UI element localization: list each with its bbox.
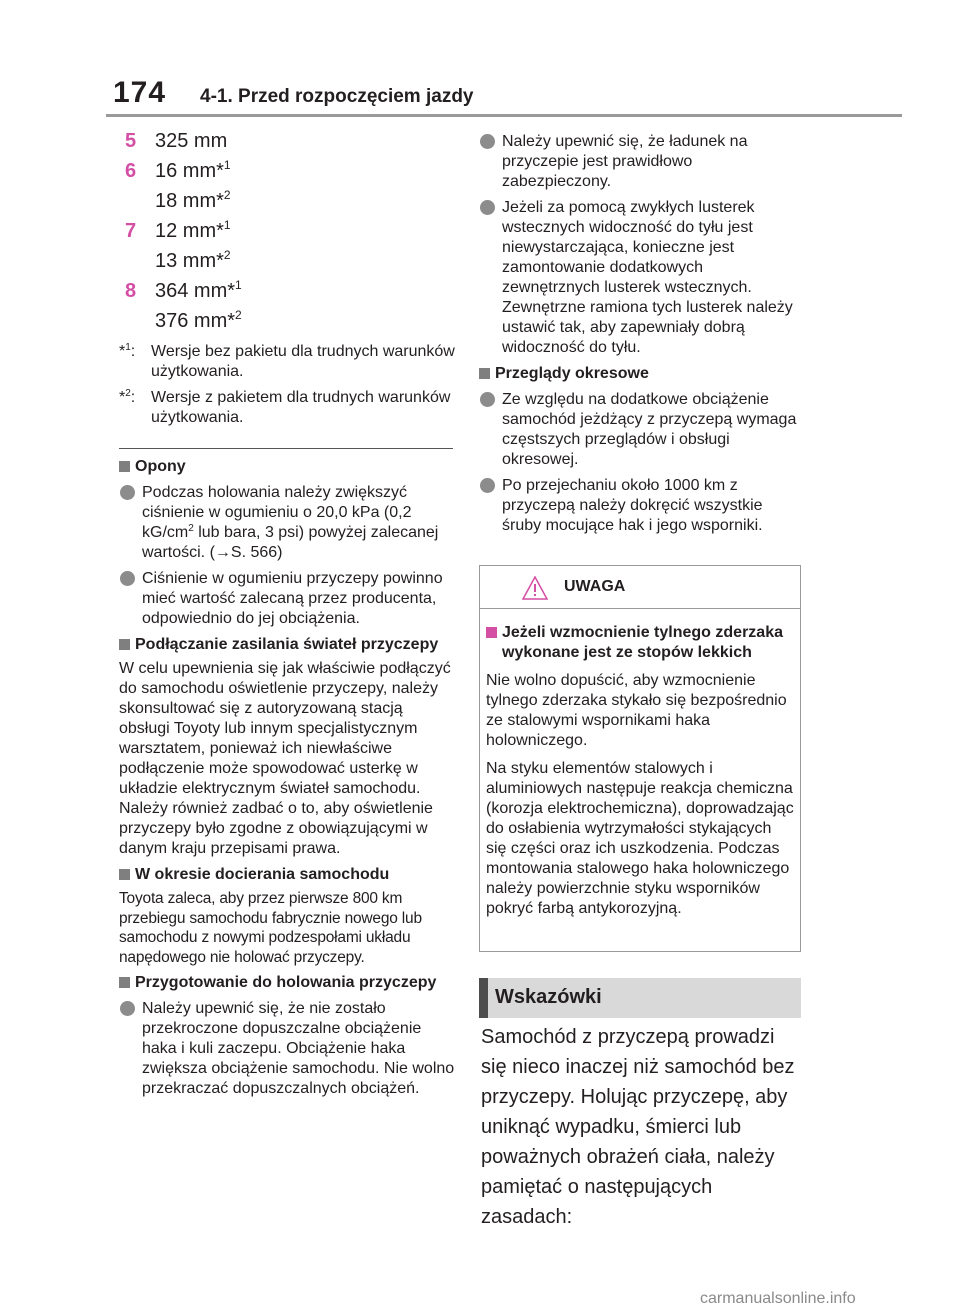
heading-text: Opony (135, 458, 186, 475)
spec-value: 376 mm* (155, 310, 236, 332)
spec-line (119, 126, 455, 156)
bullet-text: Należy upewnić się, że nie zostało przekroczone dopuszczalne obciążenie haka i kuli zaczepu. Obciążenie haka zwiększa obciążenie samochodu. Nie wolno przekraczać dopuszczalnych obciążeń. (142, 1000, 455, 1097)
spec-line (119, 186, 455, 216)
square-bullet-icon (119, 639, 130, 650)
bullet-text: Ze względu na dodatkowe obciążenie samochód jeżdżący z przyczepą wymaga częstszych przeglądów i obsługi okresowej. (502, 391, 797, 468)
warning-box (479, 565, 801, 952)
circle-bullet-icon (480, 478, 495, 493)
bullet-item (119, 999, 455, 1099)
bullet-text: lub bara, 3 psi) powyżej zalecanej wartości. (→S. 566) (142, 524, 439, 561)
spec-number: 5 (125, 130, 137, 152)
square-bullet-icon (119, 977, 130, 988)
page-header (0, 0, 960, 120)
spec-value: 13 mm* (155, 250, 224, 272)
footnote-mark (119, 388, 135, 408)
circle-bullet-icon (480, 392, 495, 407)
bullet-item (119, 483, 455, 563)
spec-line (119, 276, 455, 306)
footnote-text: Wersje z pakietem dla trudnych warunków użytkowania. (151, 389, 451, 426)
footnote-mark (119, 342, 135, 362)
spec-number: 8 (125, 280, 137, 302)
section-heading (119, 635, 455, 655)
heading-text: Jeżeli wzmocnienie tylnego zderzaka wykonane jest ze stopów lekkich (502, 624, 783, 661)
circle-bullet-icon (120, 571, 135, 586)
spec-footnote-ref: 2 (235, 308, 242, 322)
square-bullet-icon (479, 368, 490, 379)
tips-text: Samochód z przyczepą prowadzi się nieco inaczej niż samochód bez przyczepy. Holując przyczepę, aby uniknąć wypadku, śmierci lub poważnych obrażeń ciała, należy pamiętać o następujących zasadach: (481, 1026, 795, 1228)
spec-footnote-ref: 2 (223, 188, 231, 202)
bullet-text: Ciśnienie w ogumieniu przyczepy powinno mieć wartość zalecaną przez producenta, odpowiednio do jej obciążenia. (142, 570, 443, 627)
spec-line (119, 246, 455, 276)
spec-value: 16 mm* (155, 160, 224, 182)
warning-paragraph: Nie wolno dopuścić, aby wzmocnienie tylnego zderzaka stykało się bezpośrednio ze stalowymi wspornikami haka holowniczego. (486, 672, 787, 749)
spec-line (119, 306, 455, 336)
section-divider (119, 448, 453, 449)
warning-header (480, 566, 800, 609)
warning-triangle-icon (522, 576, 548, 600)
bullet-item (479, 390, 805, 470)
footnote (119, 342, 455, 382)
footnote-colon: : (130, 343, 136, 360)
bullet-item (119, 569, 455, 629)
warning-heading (486, 623, 794, 663)
warning-title: UWAGA (564, 578, 626, 595)
bullet-item (479, 132, 805, 192)
circle-bullet-icon (480, 200, 495, 215)
spec-list (119, 126, 455, 336)
tips-header (479, 978, 801, 1018)
bullet-text: Jeżeli za pomocą zwykłych lusterek wstecznych widoczność do tyłu jest niewystarczająca, konieczne jest zamontowanie dodatkowych zewnętrznych lusterek wstecznych. Zewnętrzne ramiona tych lusterek należy ustawić tak, aby zapewniały dobrą widoczność do tyłu. (502, 199, 793, 356)
paragraph: Toyota zaleca, aby przez pierwsze 800 km przebiegu samochodu fabrycznie nowego lub samochodu z nowymi podzespołami układu napędowego nie holować przyczepy. (119, 890, 422, 966)
left-column (119, 126, 455, 1099)
spec-footnote-ref: 1 (223, 158, 231, 172)
section-heading (119, 973, 455, 993)
footnote-colon: : (130, 389, 136, 406)
square-bullet-icon (486, 627, 497, 638)
paragraph: W celu upewnienia się jak właściwie podłączyć do samochodu oświetlenie przyczepy, należy skonsultować się z autoryzowaną stacją obsługi Toyoty lub innym specjalistycznym warsztatem, ponieważ ich niewłaściwe podłączenie może spowodować usterkę w układzie elektrycznym świateł samochodu. Należy również zadbać o to, aby oświetlenie przyczepy było zgodne z obowiązującymi w danym kraju przepisami prawa. (119, 660, 451, 857)
section-heading (119, 457, 455, 477)
footnote-asterisk: * (119, 343, 126, 360)
spec-line (119, 216, 455, 246)
circle-bullet-icon (120, 1001, 135, 1016)
superscript: 2 (188, 523, 194, 534)
heading-text: Podłączanie zasilania świateł przyczepy (135, 636, 439, 653)
tips-accent-bar (479, 978, 488, 1018)
bullet-text: Podczas holowania należy zwiększyć ciśnienie w ogumieniu o 20,0 kPa (0,2 kG/cm (142, 484, 412, 541)
section-heading (479, 364, 805, 384)
footnote-number: 1 (125, 342, 131, 353)
tips-title: Wskazówki (495, 986, 602, 1008)
spec-line (119, 156, 455, 186)
heading-text: Przeglądy okresowe (495, 365, 649, 382)
header-rule (106, 114, 902, 117)
bullet-text: Po przejechaniu około 1000 km z przyczepą należy dokręcić wszystkie śruby mocujące hak i jego wsporniki. (502, 477, 763, 534)
footnote-number: 2 (125, 388, 131, 399)
warning-paragraph: Na styku elementów stalowych i aluminiowych następuje reakcja chemiczna (korozja elektrochemiczna), doprowadzając do osłabienia wytrzymałości stykających się części oraz ich uszkodzenia. Podczas montowania stalowego haka holowniczego należy powierzchnie styku wsporników pokryć farbą antykorozyjną. (486, 760, 794, 917)
square-bullet-icon (119, 869, 130, 880)
spec-value: 325 mm (155, 130, 228, 152)
spec-number: 6 (125, 160, 137, 182)
footnote (119, 388, 455, 428)
spec-footnote-ref: 2 (223, 248, 231, 262)
square-bullet-icon (119, 461, 130, 472)
spec-value: 12 mm* (155, 220, 224, 242)
bullet-text: Należy upewnić się, że ładunek na przyczepie jest prawidłowo zabezpieczony. (502, 133, 748, 190)
bullet-item (479, 476, 805, 536)
page-number: 174 (113, 76, 167, 109)
footnote-text: Wersje bez pakietu dla trudnych warunków użytkowania. (151, 343, 455, 380)
heading-text: Przygotowanie do holowania przyczepy (135, 974, 437, 991)
warning-body (480, 609, 800, 919)
spec-number: 7 (125, 220, 137, 242)
section-title: 4-1. Przed rozpoczęciem jazdy (200, 86, 474, 107)
spec-footnote-ref: 1 (223, 218, 231, 232)
bullet-item (479, 198, 805, 358)
watermark: carmanualsonline.info (700, 1290, 856, 1307)
section-heading (119, 865, 455, 885)
heading-text: W okresie docierania samochodu (135, 866, 390, 883)
spec-value: 18 mm* (155, 190, 224, 212)
footnote-asterisk: * (119, 389, 126, 406)
spec-value: 364 mm* (155, 280, 236, 302)
circle-bullet-icon (480, 134, 495, 149)
circle-bullet-icon (120, 485, 135, 500)
spec-footnote-ref: 1 (235, 278, 242, 292)
right-column (479, 126, 805, 536)
